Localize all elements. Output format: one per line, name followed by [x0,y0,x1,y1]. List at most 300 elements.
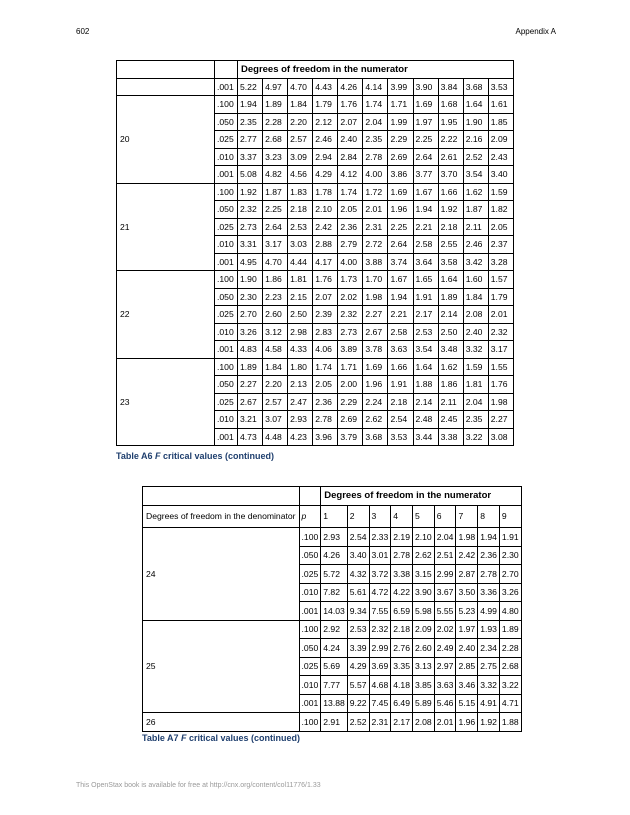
value-cell: 4.43 [313,78,338,96]
value-cell: 7.45 [369,694,391,713]
table-header-row [117,61,514,79]
value-cell: 5.98 [412,602,434,621]
column-header: 7 [456,505,478,528]
value-cell: 2.53 [288,218,313,236]
value-cell: 3.89 [338,341,363,359]
value-cell: 3.31 [238,236,263,254]
value-cell: 3.26 [238,323,263,341]
value-cell: 1.57 [488,271,513,289]
value-cell: 3.22 [499,676,521,695]
value-cell: 5.72 [321,565,348,584]
value-cell: 5.57 [347,676,369,695]
value-cell: 3.90 [413,78,438,96]
value-cell: 1.94 [478,528,500,547]
value-cell: 2.78 [478,565,500,584]
value-cell: 1.72 [363,183,388,201]
value-cell: 2.05 [488,218,513,236]
value-cell: 3.64 [413,253,438,271]
value-cell: 4.18 [391,676,413,695]
value-cell: 2.92 [321,620,348,639]
value-cell: 3.37 [238,148,263,166]
value-cell: 3.28 [488,253,513,271]
value-cell: 5.22 [238,78,263,96]
value-cell: 1.64 [413,358,438,376]
value-cell: 1.80 [288,358,313,376]
value-cell: 2.79 [338,236,363,254]
value-cell: 3.99 [388,78,413,96]
p-cell: .001 [215,341,238,359]
f-table-a7 [142,486,522,732]
value-cell: 1.91 [499,528,521,547]
value-cell: 5.23 [456,602,478,621]
value-cell: 2.05 [313,376,338,394]
value-cell: 2.55 [438,236,463,254]
numerator-header: Degrees of freedom in the numerator [238,61,514,79]
value-cell: 4.68 [369,676,391,695]
value-cell: 3.78 [363,341,388,359]
value-cell: 1.94 [413,201,438,219]
value-cell: 1.98 [456,528,478,547]
value-cell: 2.32 [238,201,263,219]
value-cell: 4.00 [363,166,388,184]
value-cell: 2.42 [456,546,478,565]
value-cell: 2.57 [288,131,313,149]
value-cell: 3.74 [388,253,413,271]
p-cell: .001 [299,602,321,621]
value-cell: 2.27 [238,376,263,394]
value-cell: 4.58 [263,341,288,359]
empty-cell [117,61,215,79]
value-cell: 1.97 [456,620,478,639]
value-cell: 2.09 [412,620,434,639]
value-cell: 1.94 [388,288,413,306]
value-cell: 1.79 [313,96,338,114]
value-cell: 2.18 [438,218,463,236]
value-cell: 2.18 [388,393,413,411]
column-header: 6 [434,505,456,528]
df-denominator-cell: 22 [117,271,215,359]
value-cell: 1.84 [288,96,313,114]
value-cell: 2.39 [313,306,338,324]
page-number: 602 [76,27,90,36]
value-cell: 2.68 [499,657,521,676]
value-cell: 1.59 [463,358,488,376]
value-cell: 2.29 [388,131,413,149]
value-cell: 3.40 [488,166,513,184]
value-cell: 4.29 [313,166,338,184]
value-cell: 2.02 [338,288,363,306]
value-cell: 2.93 [321,528,348,547]
value-cell: 2.35 [463,411,488,429]
value-cell: 9.34 [347,602,369,621]
p-cell: .010 [299,583,321,602]
value-cell: 2.69 [338,411,363,429]
value-cell: 2.78 [391,546,413,565]
caption-suffix: critical values (continued) [186,733,301,743]
p-cell: .050 [215,288,238,306]
value-cell: 1.89 [263,96,288,114]
value-cell: 2.35 [363,131,388,149]
value-cell: 1.97 [413,113,438,131]
value-cell: 1.69 [413,96,438,114]
p-cell: .010 [215,148,238,166]
value-cell: 2.46 [463,236,488,254]
value-cell: 1.81 [463,376,488,394]
value-cell: 4.73 [238,428,263,446]
value-cell: 3.32 [463,341,488,359]
value-cell: 3.72 [369,565,391,584]
value-cell: 3.26 [499,583,521,602]
value-cell: 1.92 [238,183,263,201]
table-row [117,183,514,201]
value-cell: 1.66 [388,358,413,376]
value-cell: 5.89 [412,694,434,713]
value-cell: 2.47 [288,393,313,411]
p-cell: .100 [215,358,238,376]
value-cell: 2.28 [499,639,521,658]
value-cell: 3.53 [388,428,413,446]
column-header: 5 [412,505,434,528]
value-cell: 2.73 [338,323,363,341]
value-cell: 2.02 [434,620,456,639]
value-cell: 2.32 [488,323,513,341]
value-cell: 4.44 [288,253,313,271]
value-cell: 4.56 [288,166,313,184]
value-cell: 14.03 [321,602,348,621]
value-cell: 2.40 [456,639,478,658]
value-cell: 2.32 [369,620,391,639]
value-cell: 2.48 [413,411,438,429]
value-cell: 3.48 [438,341,463,359]
value-cell: 2.72 [363,236,388,254]
value-cell: 1.83 [288,183,313,201]
p-cell: .100 [215,183,238,201]
value-cell: 1.62 [463,183,488,201]
value-cell: 1.65 [413,271,438,289]
value-cell: 2.28 [263,113,288,131]
value-cell: 2.34 [478,639,500,658]
column-header: 8 [478,505,500,528]
value-cell: 2.04 [463,393,488,411]
value-cell: 2.10 [412,528,434,547]
p-cell: .001 [215,78,238,96]
value-cell: 2.52 [347,713,369,732]
value-cell: 2.16 [463,131,488,149]
value-cell: 1.76 [488,376,513,394]
value-cell: 1.67 [388,271,413,289]
value-cell: 5.46 [434,694,456,713]
value-cell: 1.96 [388,201,413,219]
value-cell: 5.61 [347,583,369,602]
table-row [117,78,514,96]
p-cell: .010 [299,676,321,695]
value-cell: 1.76 [338,96,363,114]
value-cell: 2.21 [413,218,438,236]
value-cell: 1.74 [363,96,388,114]
table-row [117,358,514,376]
value-cell: 3.07 [263,411,288,429]
value-cell: 2.15 [288,288,313,306]
value-cell: 4.23 [288,428,313,446]
value-cell: 1.91 [388,376,413,394]
empty-cell [143,487,300,506]
column-header: 3 [369,505,391,528]
value-cell: 13.88 [321,694,348,713]
value-cell: 3.50 [456,583,478,602]
value-cell: 2.61 [438,148,463,166]
value-cell: 1.74 [338,183,363,201]
value-cell: 3.39 [347,639,369,658]
value-cell: 3.69 [369,657,391,676]
value-cell: 3.17 [263,236,288,254]
value-cell: 1.66 [438,183,463,201]
value-cell: 1.86 [263,271,288,289]
table-a6-caption [116,451,274,461]
value-cell: 3.86 [388,166,413,184]
value-cell: 1.61 [488,96,513,114]
value-cell: 4.12 [338,166,363,184]
p-cell: .025 [299,657,321,676]
value-cell: 2.69 [388,148,413,166]
value-cell: 1.70 [363,271,388,289]
value-cell: 4.70 [263,253,288,271]
value-cell: 2.32 [338,306,363,324]
value-cell: 4.00 [338,253,363,271]
value-cell: 3.54 [463,166,488,184]
value-cell: 3.54 [413,341,438,359]
value-cell: 3.85 [412,676,434,695]
column-header: 1 [321,505,348,528]
value-cell: 2.31 [363,218,388,236]
value-cell: 2.08 [463,306,488,324]
value-cell: 1.84 [263,358,288,376]
value-cell: 2.36 [338,218,363,236]
p-cell: .010 [215,323,238,341]
value-cell: 2.07 [338,113,363,131]
value-cell: 2.43 [488,148,513,166]
value-cell: 2.60 [412,639,434,658]
p-cell: .050 [215,201,238,219]
value-cell: 2.57 [263,393,288,411]
value-cell: 1.90 [238,271,263,289]
value-cell: 4.80 [499,602,521,621]
value-cell: 2.40 [463,323,488,341]
value-cell: 2.33 [369,528,391,547]
caption-suffix: critical values (continued) [160,451,275,461]
df-denominator-cell: 26 [143,713,300,732]
value-cell: 2.21 [388,306,413,324]
value-cell: 2.14 [413,393,438,411]
value-cell: 3.13 [412,657,434,676]
value-cell: 3.44 [413,428,438,446]
value-cell: 1.73 [338,271,363,289]
p-cell: .100 [299,620,321,639]
value-cell: 2.10 [313,201,338,219]
p-cell: .100 [299,713,321,732]
value-cell: 2.49 [434,639,456,658]
value-cell: 2.84 [338,148,363,166]
df-denominator-cell: 21 [117,183,215,271]
value-cell: 2.70 [238,306,263,324]
value-cell: 6.59 [391,602,413,621]
column-header: 9 [499,505,521,528]
caption-italic: F [155,451,161,461]
table-row [143,620,522,639]
value-cell: 2.13 [288,376,313,394]
value-cell: 3.77 [413,166,438,184]
value-cell: 1.94 [238,96,263,114]
value-cell: 2.20 [288,113,313,131]
value-cell: 3.79 [338,428,363,446]
value-cell: 4.99 [478,602,500,621]
value-cell: 2.64 [388,236,413,254]
value-cell: 2.52 [463,148,488,166]
value-cell: 2.17 [413,306,438,324]
value-cell: 3.42 [463,253,488,271]
value-cell: 4.83 [238,341,263,359]
value-cell: 2.99 [369,639,391,658]
value-cell: 1.99 [388,113,413,131]
value-cell: 2.78 [363,148,388,166]
value-cell: 3.09 [288,148,313,166]
value-cell: 3.70 [438,166,463,184]
value-cell: 2.23 [263,288,288,306]
value-cell: 1.88 [413,376,438,394]
value-cell: 3.32 [478,676,500,695]
value-cell: 1.98 [363,288,388,306]
value-cell: 2.08 [412,713,434,732]
footer-note: This OpenStax book is available for free at http://cnx.org/content/col11776/1.33 [76,782,321,789]
value-cell: 3.22 [463,428,488,446]
value-cell: 7.82 [321,583,348,602]
value-cell: 2.83 [313,323,338,341]
table-a7-caption [142,733,300,743]
p-cell: .025 [215,131,238,149]
denominator-label: Degrees of freedom in the denominator [143,505,300,528]
value-cell: 2.58 [388,323,413,341]
value-cell: 4.72 [369,583,391,602]
value-cell: 1.62 [438,358,463,376]
value-cell: 1.74 [313,358,338,376]
value-cell: 2.22 [438,131,463,149]
value-cell: 2.09 [488,131,513,149]
value-cell: 6.49 [391,694,413,713]
value-cell: 1.91 [413,288,438,306]
empty-cell [215,61,238,79]
value-cell: 1.64 [438,271,463,289]
value-cell: 2.14 [438,306,463,324]
value-cell: 2.68 [263,131,288,149]
value-cell: 1.93 [478,620,500,639]
value-cell: 3.21 [238,411,263,429]
value-cell: 2.50 [288,306,313,324]
value-cell: 1.85 [488,113,513,131]
value-cell: 1.71 [338,358,363,376]
p-cell: .001 [299,694,321,713]
value-cell: 4.06 [313,341,338,359]
value-cell: 2.64 [413,148,438,166]
value-cell: 2.37 [488,236,513,254]
p-cell: .025 [215,393,238,411]
value-cell: 2.24 [363,393,388,411]
value-cell: 4.24 [321,639,348,658]
running-header: Appendix A [515,27,556,36]
f-table-a6 [116,60,514,446]
value-cell: 4.33 [288,341,313,359]
value-cell: 2.40 [338,131,363,149]
value-cell: 3.38 [438,428,463,446]
value-cell: 2.98 [288,323,313,341]
value-cell: 3.38 [391,565,413,584]
value-cell: 2.64 [263,218,288,236]
value-cell: 2.67 [363,323,388,341]
value-cell: 3.88 [363,253,388,271]
value-cell: 7.77 [321,676,348,695]
value-cell: 2.18 [288,201,313,219]
value-cell: 1.87 [263,183,288,201]
value-cell: 2.76 [391,639,413,658]
value-cell: 3.01 [369,546,391,565]
value-cell: 3.46 [456,676,478,695]
value-cell: 2.67 [238,393,263,411]
value-cell: 1.79 [488,288,513,306]
value-cell: 1.82 [488,201,513,219]
caption-italic: F [181,733,187,743]
value-cell: 7.55 [369,602,391,621]
value-cell: 3.17 [488,341,513,359]
value-cell: 2.85 [456,657,478,676]
value-cell: 3.84 [438,78,463,96]
value-cell: 2.35 [238,113,263,131]
value-cell: 3.35 [391,657,413,676]
value-cell: 1.64 [463,96,488,114]
table-row [143,528,522,547]
value-cell: 4.17 [313,253,338,271]
value-cell: 2.75 [478,657,500,676]
value-cell: 4.82 [263,166,288,184]
value-cell: 2.11 [463,218,488,236]
df-denominator-cell: 24 [143,528,300,621]
value-cell: 2.53 [413,323,438,341]
value-cell: 4.26 [321,546,348,565]
value-cell: 4.32 [347,565,369,584]
p-cell: .001 [215,428,238,446]
value-cell: 1.98 [488,393,513,411]
value-cell: 2.51 [434,546,456,565]
value-cell: 1.78 [313,183,338,201]
value-cell: 3.90 [412,583,434,602]
df-denominator-cell: 25 [143,620,300,713]
value-cell: 2.25 [413,131,438,149]
value-cell: 2.12 [313,113,338,131]
value-cell: 2.01 [434,713,456,732]
value-cell: 3.67 [434,583,456,602]
p-cell: .025 [299,565,321,584]
value-cell: 2.30 [238,288,263,306]
value-cell: 3.40 [347,546,369,565]
value-cell: 1.89 [499,620,521,639]
empty-cell [299,487,321,506]
value-cell: 3.63 [434,676,456,695]
p-cell: .100 [215,96,238,114]
value-cell: 1.89 [238,358,263,376]
value-cell: 2.18 [391,620,413,639]
p-cell: .001 [215,166,238,184]
caption-prefix: Table A7 [142,733,182,743]
numerator-header: Degrees of freedom in the numerator [321,487,521,506]
value-cell: 1.96 [363,376,388,394]
value-cell: 5.15 [456,694,478,713]
